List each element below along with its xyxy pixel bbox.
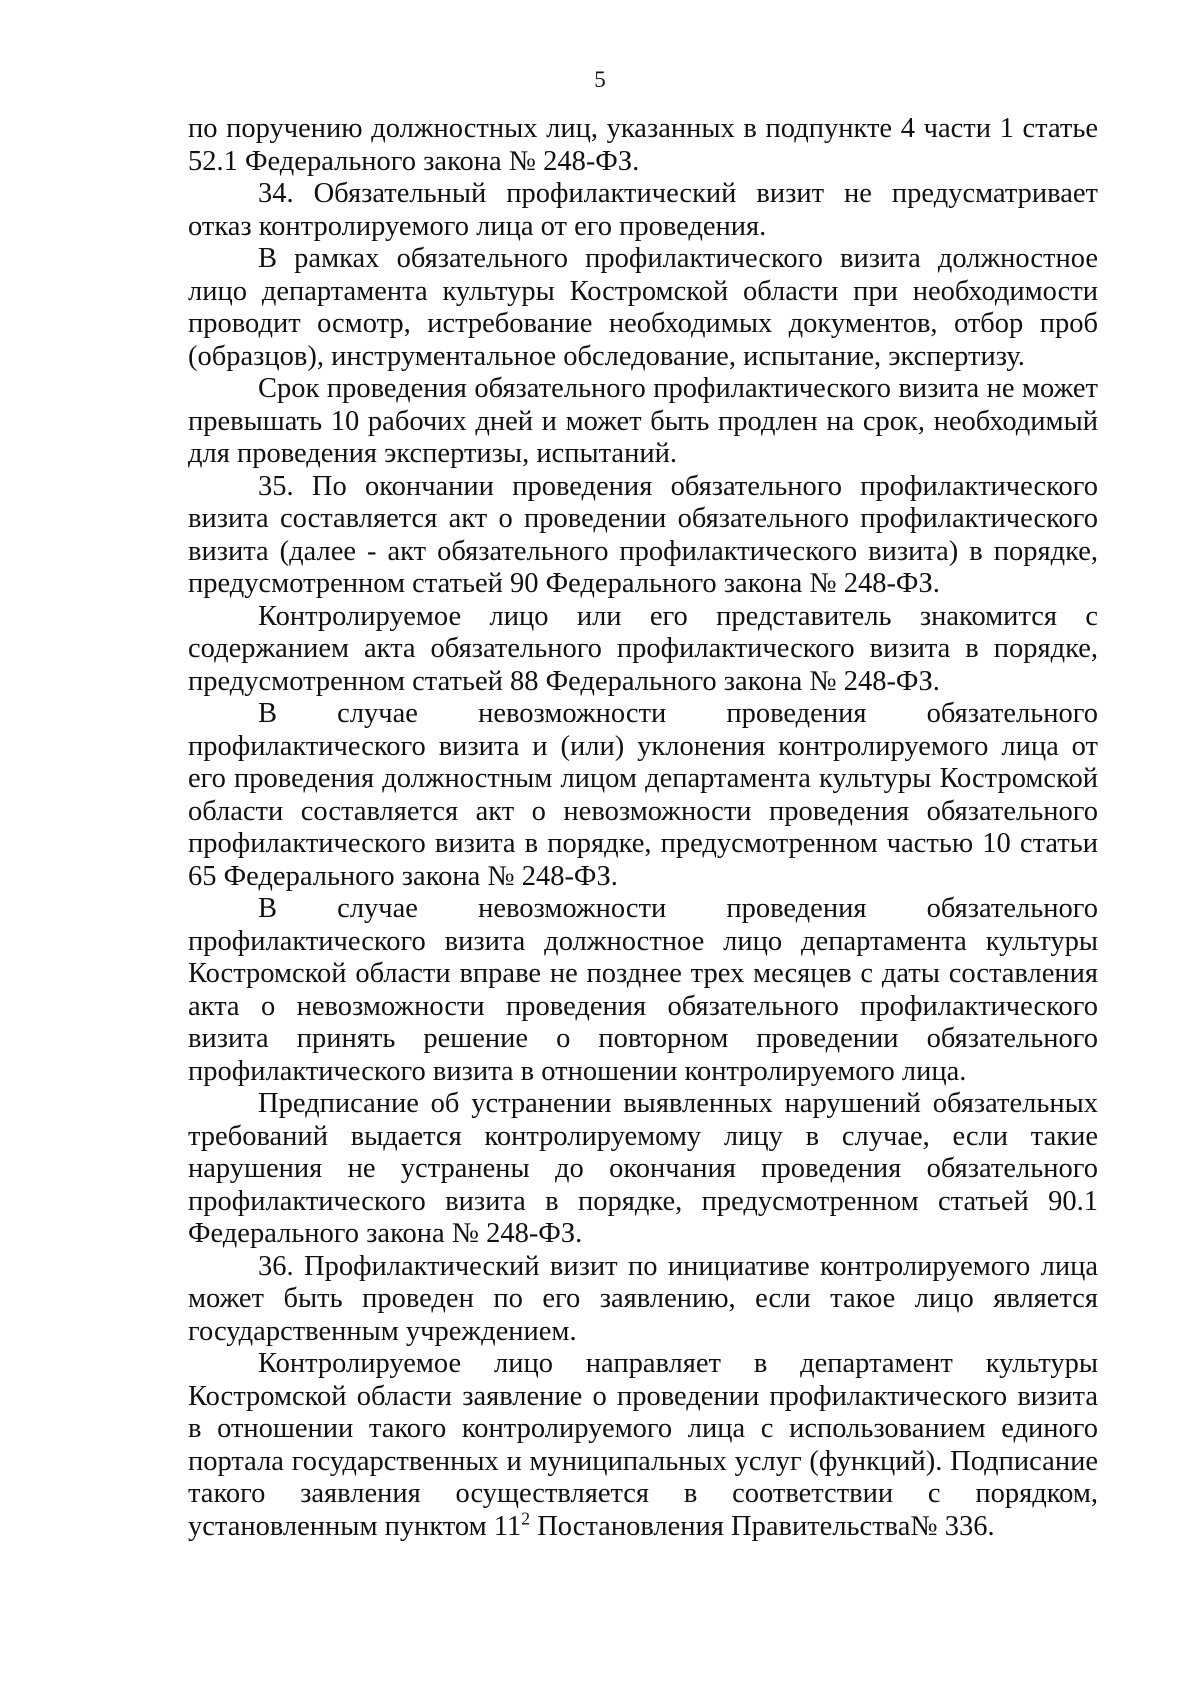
application-text: Контролируемое лицо направляет в департамент культуры Костромской области заявление о проведении профилактического визита в отношении такого контролируемого лица с использованием единого портала государственных и муниципальных услуг (функций). Подписание такого заявления осуществляется в соответствии с порядком, установленным пунктом 11 [188,1348,1098,1542]
paragraph-34: 34. Обязательный профилактический визит не предусматривает отказ контролируемого лица от его проведения. [188,178,1098,242]
paragraph-continuation: по поручению должностных лиц, указанных в подпункте 4 части 1 статье 52.1 Федерального закона № 248-ФЗ. [188,113,1098,177]
paragraph-application [188,1348,1098,1543]
paragraph-visit-duration: Срок проведения обязательного профилактического визита не может превышать 10 рабочих дней и может быть продлен на срок, необходимый для проведения экспертизы, испытаний. [188,373,1098,469]
page-number: 5 [594,67,606,92]
paragraph-35: 35. По окончании проведения обязательного профилактического визита составляется акт о проведении обязательного профилактического визита (далее - акт обязательного профилактического визита) в порядке, предусмотренном статьей 90 Федерального закона № 248-ФЗ. [188,470,1098,599]
paragraph-prescription: Предписание об устранении выявленных нарушений обязательных требований выдается контролируемому лицу в случае, если такие нарушения не устранены до окончания проведения обязательного профилактического визита в порядке, предусмотренном статьей 90.1 Федерального закона № 248-ФЗ. [188,1088,1098,1249]
paragraph-act-familiarization: Контролируемое лицо или его представитель знакомится с содержанием акта обязательного профилактического визита в порядке, предусмотренном статьей 88 Федерального закона № 248-ФЗ. [188,600,1098,697]
paragraph-impossibility-act: В случае невозможности проведения обязательного профилактического визита и (или) уклонения контролируемого лица от его проведения должностным лицом департамента культуры Костромской области составляется акт о невозможности проведения обязательного профилактического визита в порядке, предусмотренном частью 10 статьи 65 Федерального закона № 248-ФЗ. [188,698,1098,892]
document-body [188,113,1098,1543]
paragraph-36: 36. Профилактический визит по инициативе контролируемого лица может быть проведен по его заявлению, если такое лицо является государственным учреждением. [188,1250,1098,1347]
application-text-end: Постановления Правительства№ 336. [530,1510,995,1542]
paragraph-repeat-visit: В случае невозможности проведения обязательного профилактического визита должностное лицо департамента культуры Костромской области вправе не позднее трех месяцев с даты составления акта о невозможности проведения обязательного профилактического визита принять решение о повторном проведении обязательного профилактического визита в отношении контролируемого лица. [188,893,1098,1087]
paragraph-inspection-scope: В рамках обязательного профилактического визита должностное лицо департамента культуры Костромской области при необходимости проводит осмотр, истребование необходимых документов, отбор проб (образцов), инструментальное обследование, испытание, экспертизу. [188,243,1098,372]
superscript-index: 2 [521,1508,531,1528]
